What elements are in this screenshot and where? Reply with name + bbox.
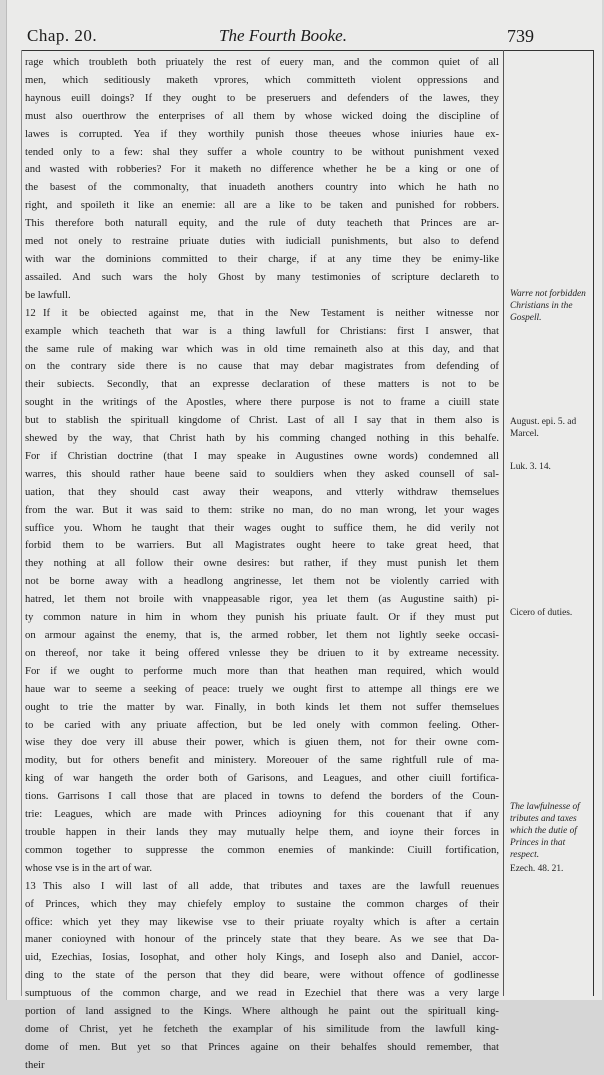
line-text: wise they doe very ill abuse their power, which is giuen them, not for their owne com- [25, 736, 499, 749]
text-line [25, 663, 499, 681]
text-line [25, 376, 499, 394]
text-line [25, 484, 499, 502]
text-line [25, 842, 499, 860]
line-text: ty common nature in him in whom they punish his priuate fault. Or if they must put [25, 611, 499, 624]
header-rule [21, 50, 593, 51]
line-text: example which teacheth that war is a thing lawfull for Christians: first I answer, that [25, 324, 499, 337]
line-text: trie: Leagues, which are made with Princes adioyning for this couenant that if any [25, 808, 499, 821]
line-text: hatred, let them not broile with vnappeasable rigor, yea let them (as Augustine saith) pi- [25, 593, 499, 606]
text-line [25, 878, 499, 896]
text-line [25, 502, 499, 520]
text-line [25, 949, 499, 967]
line-text: For if Christian doctrine (that I may speake in Augustines owne words) condemned all [25, 449, 499, 462]
line-text: modity, but for others benefit and ministery. Moreouer of the same rightfull rule of ma- [25, 754, 499, 767]
line-text: be lawfull. [25, 288, 71, 301]
page-number: 739 [507, 26, 534, 46]
line-text: lawes is corrupted. Yea if they worthily punish those theeues whose iniuries haue ex- [25, 127, 499, 140]
paragraph-11-continued [25, 54, 499, 305]
text-line [25, 573, 499, 591]
line-text: the basest of the commonalty, that inuadeth anothers country into which he hath no [25, 181, 499, 194]
line-text: portion of land assigned to the Kings. Where although he paint out the spirituall king- [25, 1005, 499, 1018]
text-line [25, 394, 499, 412]
line-text: the same rule of making war which was in old time remaineth also at this day, and that [25, 342, 499, 355]
text-line [25, 860, 499, 878]
text-line [25, 1021, 499, 1039]
line-text: assailed. And such wars the holy Ghost by many testimonies of scripture declareth to [25, 270, 499, 283]
text-line [25, 806, 499, 824]
main-text [25, 54, 499, 1075]
text-line [25, 752, 499, 770]
line-text: trouble happen in their lands they may mutually helpe them, and ioyne their forces in [25, 825, 499, 838]
line-text: This therefore both naturall equity, and the rule of duty teacheth that Princes are ar- [25, 217, 499, 230]
text-line [25, 1039, 499, 1057]
text-line [25, 824, 499, 842]
line-text: whose vse is in the art of war. [25, 861, 153, 874]
line-text: sought in the writings of the Apostles, where there purpose is not to frame a ciuill state [25, 396, 499, 409]
text-line [25, 161, 499, 179]
margin-note-tributes: The lawfulnesse of tributes and taxes which the dutie of Princes in that respect. [510, 802, 580, 860]
line-text: office: which yet they may likewise vse to their priuate royalty which is after a certain [25, 915, 499, 928]
line-text: and wasted with robberies? For it maketh no difference whether he be a king or one of [25, 163, 499, 176]
text-line [25, 699, 499, 717]
text-line [25, 1003, 499, 1021]
line-text: haynous euill doings? If they ought to be preseruers and defenders of the lawes, they [25, 91, 499, 104]
line-text: must also ouerthrow the enterprises of all them by whose wicked doing the discipline of [25, 109, 499, 122]
line-text: suffice you. Whom he taught that their wages ought to suffice them, he did verily not [25, 521, 499, 534]
right-rule [593, 50, 594, 996]
line-text: med not onely to restraine priuate duties with iudiciall punishments, but also to defend [25, 235, 499, 248]
line-text: ding to the state of the person that they did beare, were without offence of godlinesse [25, 969, 499, 982]
text-line [25, 54, 499, 72]
book-page [6, 0, 602, 1071]
text-line [25, 197, 499, 215]
text-line [25, 520, 499, 538]
text-line [25, 448, 499, 466]
text-line [25, 717, 499, 735]
line-text: haue war to seeme a seeking of peace: truely we ought first to attempe all things ere we [25, 682, 499, 695]
text-line [25, 108, 499, 126]
text-line [25, 681, 499, 699]
line-text: they nothing at all follow their owne desires: but rather, if they must punish let them [25, 557, 499, 570]
margin-note-war-lawful: Warre not forbidden Christians in the Gospell. [510, 289, 586, 323]
line-text: For if we ought to performe much more than that heathen man required, which would [25, 664, 499, 677]
text-line [25, 269, 499, 287]
text-line [25, 251, 499, 269]
text-line [25, 430, 499, 448]
line-text: right, and spoileth it like an enemie: all are a like to be taken and punished for robbers. [25, 199, 499, 212]
line-text: dome of men. But yet so that Princes againe on their behalfes should remember, that [25, 1040, 499, 1053]
text-line [25, 1057, 499, 1075]
text-line [25, 985, 499, 1003]
text-line [25, 233, 499, 251]
text-line [25, 645, 499, 663]
text-line [25, 896, 499, 914]
text-line [25, 788, 499, 806]
text-line [25, 967, 499, 985]
line-text: on armour against the enemy, that is, the armed robber, let them not lightly seeke occasi- [25, 629, 499, 641]
margin-note-cicero: Cicero of duties. [510, 608, 573, 618]
text-line [25, 215, 499, 233]
text-line [25, 341, 499, 359]
text-line [25, 179, 499, 197]
line-text: on the contrary side there is no cause that may debar magistrates from defending of [25, 360, 499, 373]
margin-rule [503, 50, 504, 996]
margin-note-luke: Luk. 3. 14. [510, 462, 551, 472]
text-line [25, 537, 499, 555]
paragraph-13 [25, 878, 499, 1075]
line-text: common together to suppresse the common enemies of mankinde: Ciuill fortification, [25, 843, 499, 856]
text-line [25, 931, 499, 949]
line-text: king of war hangeth the order both of Garisons, and Leagues, and other ciuill fortifica- [25, 772, 499, 785]
text-line [25, 609, 499, 627]
line-text: forbid them to be warriers. But all Magistrates ought heere to take great heed, that [25, 539, 499, 552]
line-text: warres, this should rather haue beene said to souldiers when they asked counsell of sal- [25, 467, 499, 480]
text-line [25, 412, 499, 430]
text-line [25, 591, 499, 609]
line-text: dome of Christ, yet he fetcheth the examplar of his similitude from the lawfull king- [25, 1022, 499, 1035]
text-line [25, 358, 499, 376]
text-line [25, 323, 499, 341]
margin-note-augustine: August. epi. 5. ad Marcel. [510, 417, 577, 439]
text-line [25, 72, 499, 90]
line-text: uation, that they should cast away their weapons, and vtterly withdraw themselues [25, 485, 499, 498]
line-text: men, which seditiously maketh vprores, which committeth violent oppressions and [25, 73, 499, 86]
text-line [25, 90, 499, 108]
line-text: but to stablish the spirituall kingdome of Christ. Last of all I say that in them also is [25, 414, 499, 427]
line-text: uid, Ezechias, Iosias, Iosophat, and other holy Kings, and Ioseph also and Daniel, accor- [25, 951, 499, 964]
paragraph-12 [25, 305, 499, 878]
text-line [25, 126, 499, 144]
line-text: rage which troubleth both priuately the rest of euery man, and the common quiet of all [25, 56, 499, 68]
book-title: The Fourth Booke. [219, 26, 347, 45]
line-text: their subiects. Secondly, that an expresse declaration of these matters is not to be [25, 378, 499, 391]
text-line [25, 734, 499, 752]
text-line [25, 305, 499, 323]
line-text: If it be obiected against me, that in the New Testament is neither witnesse nor [43, 306, 499, 319]
line-text: to be caried with any priuate affection, but be led onely with common feeling. Other- [25, 718, 499, 731]
text-line [25, 770, 499, 788]
text-line [25, 914, 499, 932]
line-text: their [25, 1058, 45, 1071]
left-rule [21, 50, 22, 996]
running-header [7, 26, 603, 48]
line-text: maner conioyned with honour of the princely state that they beare. As we see that Da- [25, 933, 499, 946]
line-text: on thereof, nor take it being offered vnlesse they be driuen to it by extreame necessity. [25, 646, 499, 659]
line-text: from the war. But it was said to them: strike no man, do no man wrong, let your wages [25, 503, 499, 516]
chapter-label: Chap. 20. [27, 26, 98, 45]
paragraph-number: 13 [25, 879, 36, 892]
line-text: tended only to a few: shal they suffer a whole country to be without punishment vexed [25, 145, 499, 158]
text-line [25, 555, 499, 573]
line-text: with war the dominions committed to their charge, if at any time they be enimy-like [25, 252, 499, 265]
paragraph-number: 12 [25, 306, 36, 319]
line-text: sumptuous of the common charge, and we read in Ezechiel that there was a very large [25, 987, 499, 1000]
line-text: tions. Garrisons I call those that are placed in towns to defend the borders of the Coun- [25, 790, 499, 803]
text-line [25, 627, 499, 645]
line-text: of Princes, which they may chiefely employ to sustaine the common charges of their [25, 897, 499, 910]
margin-note-ezechiel: Ezech. 48. 21. [510, 864, 564, 874]
text-line [25, 466, 499, 484]
line-text: shewed by the way, that Christ hath by his comming changed nothing in this behalfe. [25, 432, 499, 445]
line-text: ought to trie the matter by war. Finally, in both kinds let them not suffer themselues [25, 700, 499, 713]
line-text: This also I will last of all adde, that tributes and taxes are the lawfull reuenues [43, 879, 499, 892]
text-line [25, 287, 499, 305]
text-line [25, 144, 499, 162]
line-text: not be borne away with a headlong angrinesse, let them not be violently carried with [25, 575, 499, 588]
